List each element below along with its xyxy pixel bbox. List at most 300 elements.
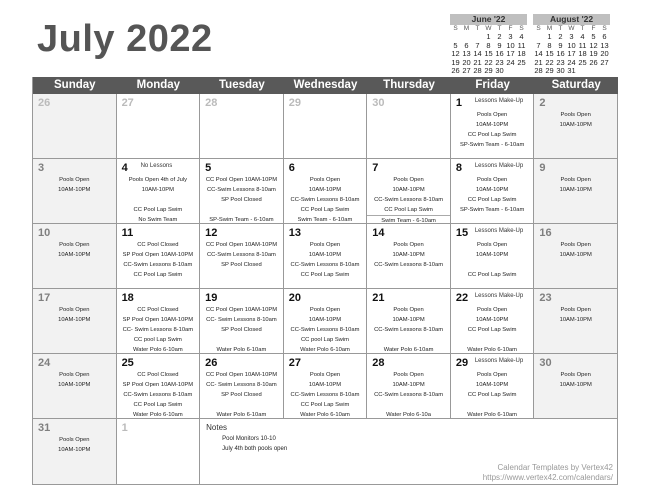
mini-day: 21 xyxy=(534,57,543,67)
mini-day: 2 xyxy=(497,32,502,42)
mini-weekday-label: T xyxy=(558,25,563,32)
event-line: Pools Open xyxy=(476,372,508,378)
day-number: 5 xyxy=(205,162,212,174)
event-line: Water Polo 6-10am xyxy=(467,347,517,353)
weekday-header-sunday: Sunday xyxy=(54,79,96,91)
mini-day: 8 xyxy=(547,40,552,50)
day-cell[interactable] xyxy=(33,289,117,354)
event-line: CC Pool Lap Swim xyxy=(300,272,350,278)
event-line xyxy=(367,335,450,345)
event-list xyxy=(117,305,200,354)
mini-calendar-title: June '22 xyxy=(450,14,527,25)
event-line: Water Polo 6-10am xyxy=(300,347,350,353)
mini-day: 7 xyxy=(475,40,480,50)
event-list xyxy=(534,305,617,325)
day-cell[interactable] xyxy=(367,354,451,419)
day-number: 19 xyxy=(205,292,218,304)
day-cell[interactable] xyxy=(534,224,618,289)
day-number: 26 xyxy=(38,97,51,109)
event-list xyxy=(534,240,617,260)
mini-day: 28 xyxy=(473,65,482,75)
event-list xyxy=(367,240,450,270)
weekday-header-thursday: Thursday xyxy=(383,79,435,91)
mini-calendar-august xyxy=(533,14,610,75)
calendar-weeks xyxy=(33,94,618,419)
mini-day: 3 xyxy=(569,32,574,42)
credit-line: Calendar Templates by Vertex42 xyxy=(497,463,613,472)
day-tag: Lessons Make-Up xyxy=(474,293,524,299)
mini-day: 23 xyxy=(556,57,565,67)
event-line: CC Pool Lap Swim xyxy=(384,207,433,213)
event-line: Pools Open xyxy=(59,177,90,183)
mini-calendar-title: August '22 xyxy=(533,14,610,25)
event-line: CC-Swim Lessons 8-10am xyxy=(290,392,360,398)
day-cell[interactable] xyxy=(284,94,368,159)
event-line: 10AM-10PM xyxy=(58,382,91,388)
event-line: Water Polo 6-10a xyxy=(386,412,432,418)
mini-day: 17 xyxy=(506,49,515,59)
mini-weekday-label: F xyxy=(508,25,513,32)
mini-day: 27 xyxy=(600,57,609,67)
mini-day: 22 xyxy=(484,57,493,67)
day-number: 1 xyxy=(121,422,128,434)
event-line: Pools Open xyxy=(59,437,90,443)
day-cell[interactable] xyxy=(284,159,368,224)
mini-day: 29 xyxy=(545,65,554,75)
mini-day: 24 xyxy=(567,57,576,67)
day-cell[interactable] xyxy=(117,419,201,485)
day-number: 31 xyxy=(38,422,51,434)
day-cell[interactable] xyxy=(534,94,618,159)
day-cell[interactable] xyxy=(534,159,618,224)
mini-day: 30 xyxy=(495,65,504,75)
mini-day: 19 xyxy=(589,49,598,59)
event-line xyxy=(117,195,200,205)
credit-url[interactable]: https://www.vertex42.com/calendars/ xyxy=(482,473,613,482)
day-number: 6 xyxy=(288,162,295,174)
mini-weekday-label: W xyxy=(485,25,492,32)
event-list xyxy=(451,305,534,354)
event-line: CC-Swim Lessons 8-10am xyxy=(290,197,360,203)
day-cell[interactable] xyxy=(451,354,535,419)
event-line: SP-Swim Team - 6-10am xyxy=(459,142,525,148)
day-cell[interactable] xyxy=(284,224,368,289)
day-number: 18 xyxy=(121,292,134,304)
day-cell[interactable] xyxy=(284,289,368,354)
weekday-header-saturday: Saturday xyxy=(551,79,601,91)
day-tag: Lessons Make-Up xyxy=(474,163,524,169)
event-line: 10AM-10PM xyxy=(392,317,425,323)
event-list xyxy=(451,240,534,280)
event-line xyxy=(200,335,283,345)
event-line: Swim Team - 6-10am xyxy=(297,217,353,223)
mini-day: 12 xyxy=(451,49,460,59)
day-cell[interactable] xyxy=(33,419,117,485)
event-line: Water Polo 6-10am xyxy=(467,412,517,418)
event-line: Pools Open xyxy=(59,307,90,313)
event-line: CC Pool Lap Swim xyxy=(467,132,517,138)
event-line: 10AM-10PM xyxy=(392,252,425,258)
day-cell[interactable] xyxy=(367,159,451,224)
day-number: 28 xyxy=(372,357,385,369)
day-cell[interactable] xyxy=(200,289,284,354)
event-line: CC-Swim Lessons 8-10am xyxy=(206,252,276,258)
day-number: 10 xyxy=(38,227,51,239)
mini-day: 19 xyxy=(451,57,460,67)
event-line: No Swim Team xyxy=(138,217,178,223)
day-cell[interactable] xyxy=(534,354,618,419)
day-cell[interactable] xyxy=(200,354,284,419)
event-line: 10AM-10PM xyxy=(58,317,91,323)
event-list xyxy=(200,240,283,270)
event-line: Pools Open xyxy=(560,242,591,248)
day-cell[interactable] xyxy=(117,289,201,354)
event-line: Pools Open xyxy=(560,177,591,183)
event-line: Pools Open xyxy=(393,307,424,313)
day-number: 1 xyxy=(455,97,462,109)
event-line: CC-Swim Lessons 8-10am xyxy=(123,262,193,268)
day-cell[interactable] xyxy=(200,224,284,289)
event-line: CC-Swim Lessons 8-10am xyxy=(374,262,444,268)
event-line: Pools Open xyxy=(476,112,508,118)
event-line: CC-Swim Lessons 8-10am xyxy=(374,197,444,203)
day-cell[interactable] xyxy=(33,94,117,159)
mini-day: 9 xyxy=(497,40,502,50)
day-cell[interactable] xyxy=(117,354,201,419)
day-number: 13 xyxy=(288,227,301,239)
event-line: CC-Swim Lessons 8-10am xyxy=(374,392,444,398)
day-number: 30 xyxy=(372,97,385,109)
event-line: CC Pool Lap Swim xyxy=(467,392,517,398)
event-line: Pools Open xyxy=(393,177,424,183)
event-line: Water Polo 6-10am xyxy=(300,412,350,418)
event-line: CC Pool Open 10AM-10PM xyxy=(205,372,278,378)
note-line: July 4th both pools open xyxy=(222,446,288,452)
event-line xyxy=(200,400,283,410)
event-line: Pools Open xyxy=(393,242,424,248)
weekday-header-row xyxy=(33,77,618,94)
event-line: Pools Open xyxy=(309,372,341,378)
notes-box[interactable] xyxy=(200,419,618,485)
mini-day: 30 xyxy=(556,65,565,75)
event-line: SP Pool Closed xyxy=(221,392,262,398)
event-line: SP Pool Closed xyxy=(221,197,262,203)
event-line: SP Pool Open 10AM-10PM xyxy=(122,382,194,388)
calendar-week xyxy=(33,289,618,354)
mini-day: 6 xyxy=(602,32,607,42)
calendar-week xyxy=(33,354,618,419)
event-line: 10AM-10PM xyxy=(559,252,592,258)
day-number: 17 xyxy=(38,292,51,304)
mini-calendar-grid xyxy=(450,25,527,75)
mini-day: 11 xyxy=(578,40,587,50)
event-line: CC Pool Lap Swim xyxy=(133,402,183,408)
mini-day: 15 xyxy=(484,49,493,59)
mini-weekday-label: S xyxy=(602,25,607,32)
day-number: 8 xyxy=(455,162,462,174)
day-cell[interactable] xyxy=(451,224,535,289)
event-line: Pools Open xyxy=(309,242,341,248)
weekday-header-tuesday: Tuesday xyxy=(219,79,265,91)
event-line: Pools Open xyxy=(476,307,508,313)
event-list xyxy=(451,110,534,150)
event-line xyxy=(367,400,450,410)
event-line: CC Pool Closed xyxy=(137,242,179,248)
event-line: 10AM-10PM xyxy=(308,382,342,388)
event-list xyxy=(33,305,116,325)
event-list xyxy=(284,175,367,224)
event-list xyxy=(200,175,283,224)
day-number: 7 xyxy=(372,162,379,174)
day-cell[interactable] xyxy=(367,289,451,354)
day-tag: No Lessons xyxy=(140,163,173,169)
event-line: CC- Swim Lessons 8-10am xyxy=(206,382,277,388)
event-list xyxy=(534,110,617,130)
event-line: Water Polo 6-10am xyxy=(132,412,183,418)
day-cell[interactable] xyxy=(367,224,451,289)
day-number: 28 xyxy=(205,97,218,109)
day-cell[interactable] xyxy=(200,94,284,159)
mini-day: 4 xyxy=(580,32,585,42)
event-line: CC pool Lap Swim xyxy=(133,337,182,343)
day-cell[interactable] xyxy=(33,159,117,224)
event-list xyxy=(534,175,617,195)
day-cell[interactable] xyxy=(451,94,535,159)
event-list xyxy=(284,305,367,354)
event-line: CC Pool Lap Swim xyxy=(300,402,350,408)
mini-calendar-grid xyxy=(533,25,610,75)
event-line: 10AM-10PM xyxy=(58,187,91,193)
event-line: 10AM-10PM xyxy=(308,317,342,323)
day-number: 25 xyxy=(121,357,134,369)
day-number: 26 xyxy=(205,357,218,369)
event-line: SP-Swim Team - 6-10am xyxy=(209,217,274,223)
event-line: Pools Open 4th of July xyxy=(128,177,188,183)
calendar-week xyxy=(33,94,618,159)
mini-day: 16 xyxy=(556,49,565,59)
day-number: 15 xyxy=(455,227,469,239)
event-line: CC Pool Open 10AM-10PM xyxy=(205,307,278,313)
event-line: SP Pool Closed xyxy=(221,327,262,333)
mini-day: 20 xyxy=(600,49,609,59)
event-line: CC Pool Closed xyxy=(137,307,179,313)
event-list xyxy=(117,370,200,419)
day-number: 22 xyxy=(455,292,469,304)
day-number: 23 xyxy=(539,292,552,304)
event-list xyxy=(451,370,534,419)
event-line: CC-Swim Lessons 8-10am xyxy=(290,327,360,333)
event-line: Pools Open xyxy=(59,242,90,248)
mini-day: 18 xyxy=(517,49,526,59)
event-list xyxy=(33,435,116,455)
mini-day: 27 xyxy=(462,65,471,75)
event-line: CC-Swim Lessons 8-10am xyxy=(206,187,276,193)
event-line: CC Pool Lap Swim xyxy=(300,207,350,213)
event-line: CC- Swim Lessons 8-10am xyxy=(122,327,194,333)
day-number: 30 xyxy=(539,357,552,369)
calendar-week xyxy=(33,159,618,224)
day-cell[interactable] xyxy=(367,94,451,159)
mini-weekday-label: T xyxy=(497,25,502,32)
day-number: 29 xyxy=(455,357,469,369)
event-line: CC-Swim Lessons 8-10am xyxy=(290,262,360,268)
event-line: CC-Swim Lessons 8-10am xyxy=(374,327,444,333)
day-tag: Lessons Make-Up xyxy=(474,98,524,104)
mini-weekday-label: S xyxy=(519,25,524,32)
event-line: 10AM-10PM xyxy=(308,252,342,258)
mini-day: 13 xyxy=(462,49,471,59)
event-line: 10AM-10PM xyxy=(559,187,592,193)
event-line: 10AM-10PM xyxy=(476,122,509,128)
mini-day: 6 xyxy=(464,40,469,50)
mini-day xyxy=(516,67,527,75)
day-cell[interactable] xyxy=(534,289,618,354)
day-cell[interactable] xyxy=(117,159,201,224)
day-tag: Lessons Make-Up xyxy=(474,228,524,234)
mini-day: 1 xyxy=(486,32,491,42)
day-cell[interactable] xyxy=(451,289,535,354)
mini-day: 22 xyxy=(545,57,554,67)
mini-day: 25 xyxy=(578,57,587,67)
mini-day: 21 xyxy=(473,57,482,67)
day-number: 3 xyxy=(38,162,45,174)
event-line: CC Pool Lap Swim xyxy=(133,207,183,213)
day-number: 2 xyxy=(539,97,546,109)
day-number: 14 xyxy=(372,227,385,239)
event-line: Pools Open xyxy=(476,177,508,183)
day-number: 12 xyxy=(205,227,218,239)
mini-day: 13 xyxy=(600,40,609,50)
day-cell[interactable] xyxy=(33,224,117,289)
day-cell[interactable] xyxy=(200,159,284,224)
day-number: 21 xyxy=(372,292,385,304)
event-list xyxy=(117,175,200,224)
day-cell[interactable] xyxy=(117,94,201,159)
mini-weekday-label: M xyxy=(463,25,470,32)
mini-day: 24 xyxy=(506,57,515,67)
event-line: CC Pool Lap Swim xyxy=(467,272,517,278)
mini-day: 16 xyxy=(495,49,504,59)
event-line: Pools Open xyxy=(560,372,591,378)
mini-calendar-june xyxy=(450,14,527,75)
mini-weekday-label: W xyxy=(568,25,575,32)
mini-day: 18 xyxy=(578,49,587,59)
event-line: SP Pool Open 10AM-10PM xyxy=(122,317,194,323)
mini-day: 5 xyxy=(591,32,596,42)
mini-day: 28 xyxy=(534,65,543,75)
event-line: CC Pool Lap Swim xyxy=(467,197,517,203)
event-line: 10AM-10PM xyxy=(58,447,91,453)
event-list xyxy=(200,305,283,354)
event-line: CC Pool Open 10AM-10PM xyxy=(205,242,278,248)
day-number: 9 xyxy=(539,162,546,174)
mini-weekday-label: S xyxy=(536,25,541,32)
event-line: 10AM-10PM xyxy=(476,382,509,388)
event-list xyxy=(367,175,450,224)
mini-day: 2 xyxy=(558,32,563,42)
mini-day: 1 xyxy=(547,32,552,42)
event-line xyxy=(451,400,534,410)
calendar-week-last xyxy=(33,419,618,485)
mini-day: 10 xyxy=(567,40,576,50)
mini-day: 4 xyxy=(519,32,524,42)
mini-day: 5 xyxy=(453,40,458,50)
event-list xyxy=(284,240,367,280)
mini-day: 17 xyxy=(567,49,576,59)
event-line: Pools Open xyxy=(560,307,591,313)
mini-day: 26 xyxy=(589,57,598,67)
event-list xyxy=(367,370,450,419)
event-list xyxy=(33,175,116,195)
event-list xyxy=(33,370,116,390)
mini-day: 14 xyxy=(473,49,482,59)
day-tag: Lessons Make-Up xyxy=(474,358,524,364)
event-line xyxy=(451,260,534,270)
mini-day: 31 xyxy=(567,65,576,75)
event-line: SP Pool Closed xyxy=(221,262,262,268)
event-list xyxy=(367,305,450,354)
mini-day: 25 xyxy=(517,57,526,67)
day-cell[interactable] xyxy=(33,354,117,419)
mini-day: 11 xyxy=(517,40,526,50)
mini-weekday-label: T xyxy=(580,25,585,32)
day-number: 29 xyxy=(288,97,301,109)
mini-day: 14 xyxy=(534,49,543,59)
event-line: Pools Open xyxy=(393,372,424,378)
day-cell[interactable] xyxy=(117,224,201,289)
event-line: SP-Swim Team - 6-10am xyxy=(459,207,525,213)
event-line: Water Polo 6-10am xyxy=(383,347,434,353)
event-line: 10AM-10PM xyxy=(392,187,425,193)
day-number: 27 xyxy=(288,357,301,369)
mini-day: 26 xyxy=(451,65,460,75)
event-line: SP Pool Open 10AM-10PM xyxy=(122,252,194,258)
day-number: 27 xyxy=(121,97,134,109)
day-number: 24 xyxy=(38,357,51,369)
mini-day: 29 xyxy=(484,65,493,75)
event-line: 10AM-10PM xyxy=(559,382,592,388)
event-line: CC Pool Open 10AM-10PM xyxy=(205,177,278,183)
event-line: CC Pool Lap Swim xyxy=(133,272,183,278)
mini-weekday-label: T xyxy=(475,25,480,32)
weekday-header-monday: Monday xyxy=(136,79,181,91)
event-line: Swim Team - 6-10am xyxy=(367,215,450,224)
mini-day: 8 xyxy=(486,40,491,50)
event-line: Pools Open xyxy=(309,177,341,183)
notes-label: Notes xyxy=(206,423,228,432)
event-line: 10AM-10PM xyxy=(476,187,509,193)
event-line: Water Polo 6-10am xyxy=(216,347,267,353)
mini-day xyxy=(599,67,610,75)
mini-day xyxy=(577,67,588,75)
day-number: 16 xyxy=(539,227,552,239)
event-line xyxy=(200,205,283,215)
day-number: 20 xyxy=(288,292,301,304)
mini-day: 10 xyxy=(506,40,515,50)
mini-weekday-label: S xyxy=(453,25,458,32)
event-line: CC- Swim Lessons 8-10am xyxy=(206,317,277,323)
mini-day: 23 xyxy=(495,57,504,67)
event-line: 10AM-10PM xyxy=(392,382,425,388)
event-line: Pools Open xyxy=(309,307,341,313)
weekday-header-wednesday: Wednesday xyxy=(293,79,358,91)
day-cell[interactable] xyxy=(451,159,535,224)
event-list xyxy=(33,240,116,260)
event-line: Pools Open xyxy=(560,112,591,118)
mini-day: 15 xyxy=(545,49,554,59)
mini-day: 20 xyxy=(462,57,471,67)
day-cell[interactable] xyxy=(284,354,368,419)
